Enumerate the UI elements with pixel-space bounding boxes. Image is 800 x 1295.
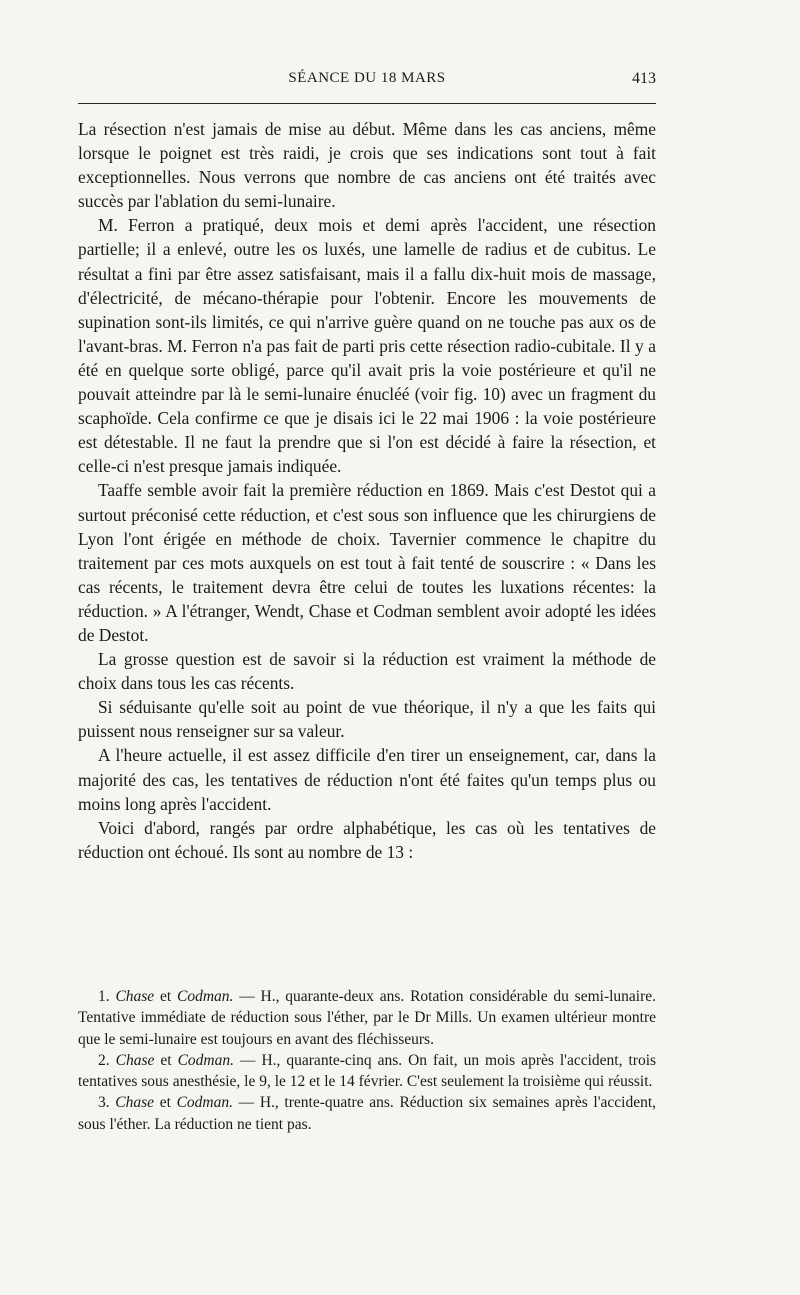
main-text [78, 117, 656, 864]
paragraph: Taaffe semble avoir fait la première réduction en 1869. Mais c'est Destot qui a surtout préconisé cette réduction, et c'est sous son influence que les chirurgiens de Lyon l'ont érigée en méthode de choix. Tavernier commence le chapitre du traitement par ces mots auxquels on est tout à fait tenté de souscrire : « Dans les cas récents, le traitement devra être celui de toutes les luxations récentes: la réduction. » A l'étranger, Wendt, Chase et Codman semblent avoir adopté les idées de Destot. [78, 480, 656, 645]
case-author: Chase [115, 988, 155, 1005]
running-title: SÉANCE DU 18 MARS [288, 70, 446, 86]
paragraph: A l'heure actuelle, il est assez difficile d'en tirer un enseignement, car, dans la majorité des cas, les tentatives de réduction n'ont été faites qu'un temps plus ou moins long après l'accident. [78, 745, 656, 814]
case-note [78, 1092, 656, 1135]
case-author: Chase [115, 1094, 155, 1112]
paragraph: La résection n'est jamais de mise au début. Même dans les cas anciens, même lorsque le poignet est très raidi, je crois que ses indications sont tout à fait exceptionnelles. Nous verrons que nombre de cas anciens ont été traités avec succès par l'ablation du semi-lunaire. [78, 119, 656, 212]
case-text: — H., quarante-cinq ans. On fait, un mois après l'accident, trois tentatives sous anesthésie, le 9, le 12 et le 14 février. C'est seulement la troisième qui réussit. [78, 1051, 657, 1091]
case-text: — H., trente-quatre ans. Réduction six semaines après l'accident, sous l'éther. La réduction ne tient pas. [78, 1094, 657, 1133]
case-number: 2. [98, 1051, 110, 1069]
case-author: Chase [115, 1051, 155, 1069]
case-number: 3. [98, 1094, 110, 1112]
case-conjunction: et [160, 1051, 172, 1069]
page-number: 413 [632, 70, 656, 87]
paragraph: Si séduisante qu'elle soit au point de vue théorique, il n'y a que les faits qui puissent nous renseigner sur sa valeur. [78, 697, 656, 742]
paragraph: Voici d'abord, rangés par ordre alphabétique, les cas où les tentatives de réduction ont échoué. Ils sont au nombre de 13 : [78, 817, 656, 862]
case-conjunction: et [159, 1094, 171, 1112]
case-note [78, 986, 656, 1050]
header-rule [78, 103, 656, 104]
case-notes [78, 986, 656, 1135]
case-text: — H., quarante-deux ans. Rotation considérable du semi-lunaire. Tentative immédiate de réduction sous l'éther, par le Dr Mills. Un examen ultérieur montre que le semi-lunaire est toujours en avant des fléchisseurs. [78, 988, 657, 1048]
case-conjunction: et [160, 988, 172, 1005]
case-author: Codman. [177, 1051, 234, 1069]
case-author: Codman. [176, 1094, 233, 1112]
paragraph: La grosse question est de savoir si la réduction est vraiment la méthode de choix dans tous les cas récents. [78, 649, 656, 694]
running-header [78, 70, 656, 94]
case-author: Codman. [177, 988, 234, 1005]
paragraph: M. Ferron a pratiqué, deux mois et demi après l'accident, une résection partielle; il a enlevé, outre les os luxés, une lamelle de radius et de cubitus. Le résultat a fini par être assez satisfaisant, mais il a fallu dix-huit mois de massage, d'électricité, de mécano-thérapie pour l'obtenir. Encore les mouvements de supination sont-ils limités, ce qui n'arrive guère quand on ne touche pas aux os de l'avant-bras. M. Ferron n'a pas fait de parti pris cette résection radio-cubitale. Il y a été en quelque sorte obligé, parce qu'il avait pris la voie postérieure et qu'il ne pouvait atteindre par là le semi-lunaire énucléé (voir fig. 10) avec un fragment du scaphoïde. Cela confirme ce que je disais ici le 22 mai 1906 : la voie postérieure est détestable. Il ne faut la prendre que si l'on est décidé à faire la résection, et celle-ci n'est presque jamais indiquée. [78, 215, 656, 477]
case-number: 1. [98, 988, 110, 1005]
case-note [78, 1050, 656, 1093]
